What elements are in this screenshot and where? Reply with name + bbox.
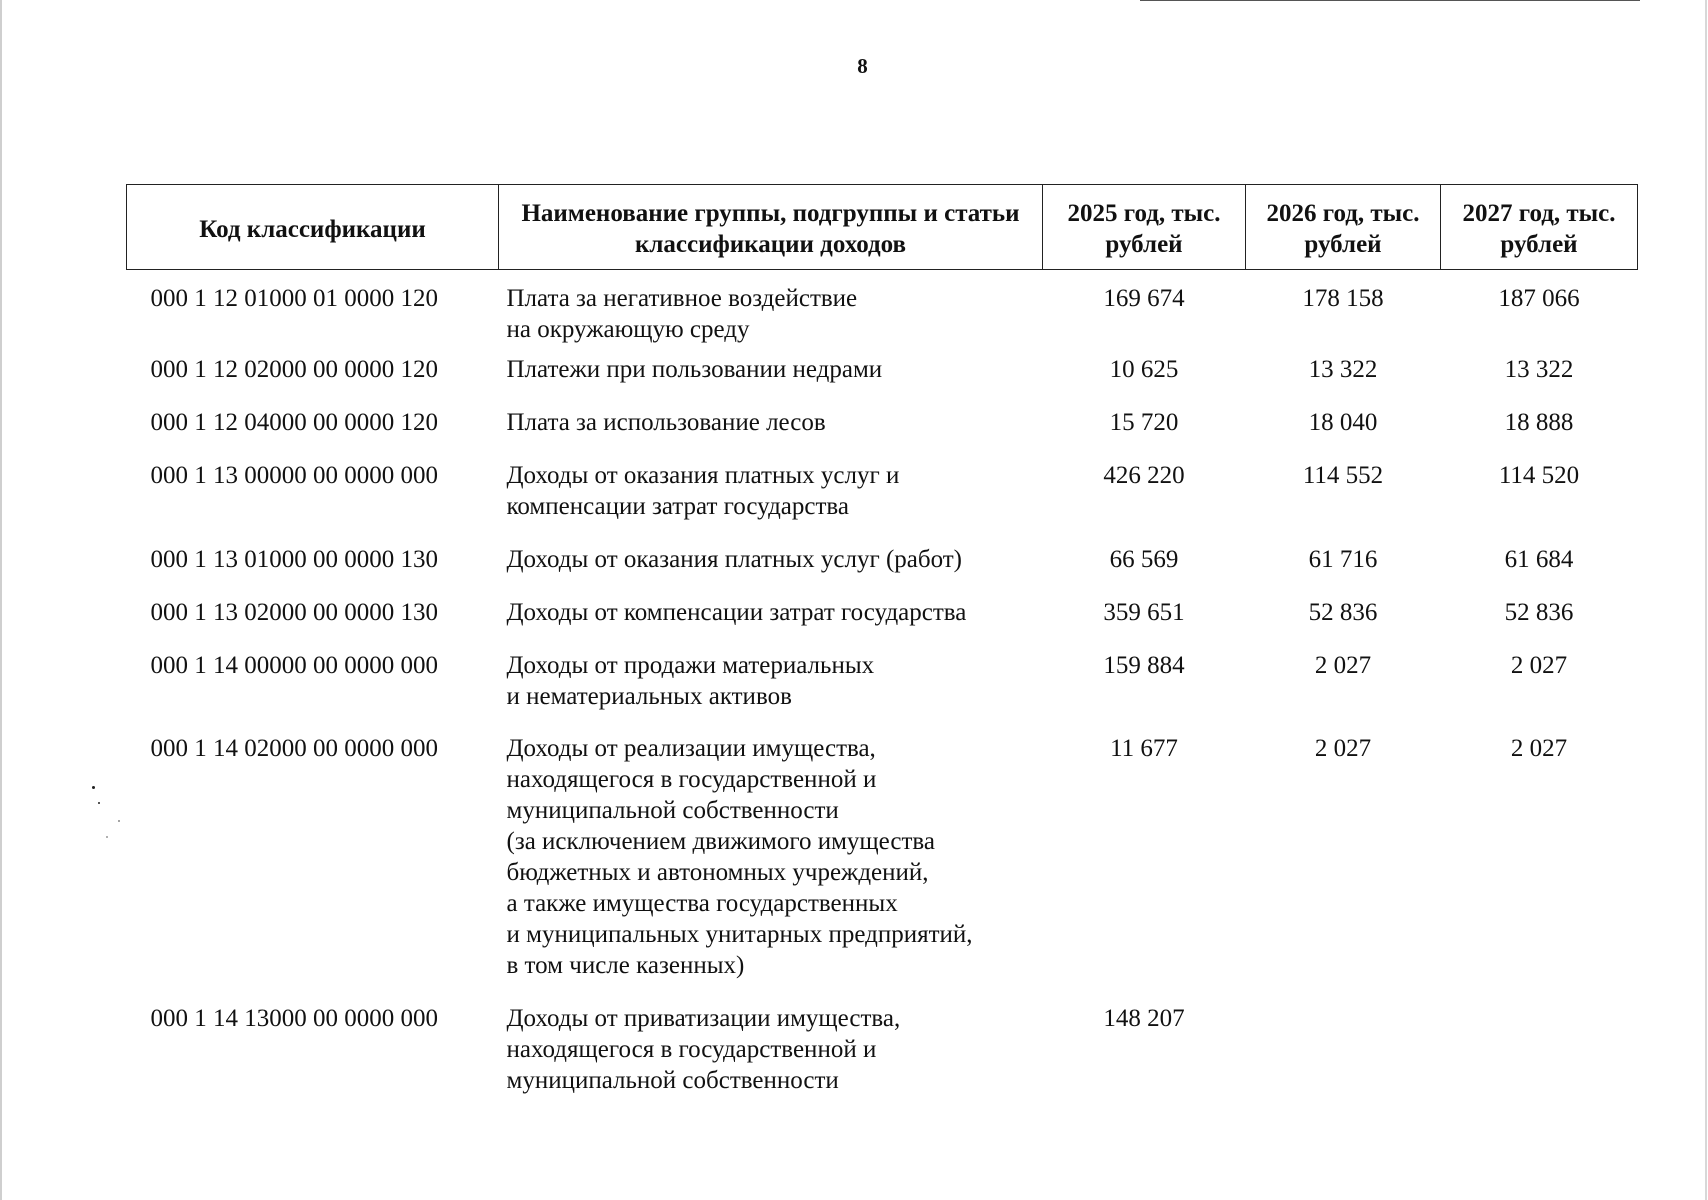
- cell-code: 000 1 13 00000 00 0000 000: [150, 461, 438, 489]
- revenue-table: [126, 184, 1638, 1103]
- cell-2026: 18 040: [1308, 408, 1378, 436]
- page-number: 8: [857, 54, 868, 78]
- cell-2025: 11 677: [1110, 734, 1178, 762]
- cell-2025: 159 884: [1103, 651, 1185, 679]
- cell-code: 000 1 14 02000 00 0000 000: [150, 734, 438, 762]
- cell-2025: 66 569: [1109, 545, 1179, 573]
- table-row: [127, 460, 1638, 544]
- cell-2027: 114 520: [1498, 461, 1580, 489]
- cell-2026: 13 322: [1308, 355, 1378, 383]
- cell-code: 000 1 14 00000 00 0000 000: [150, 651, 438, 679]
- cell-2027: 61 684: [1504, 545, 1574, 573]
- cell-name: [499, 733, 1043, 1003]
- header-code: Код классификации: [127, 185, 499, 270]
- table-row: [127, 354, 1638, 407]
- cell-name-text: Доходы от продажи материальных и нематериальных активов: [506, 651, 875, 710]
- cell-name-text: Доходы от приватизации имущества, находящегося в государственной и муниципальной собственности: [506, 1004, 901, 1094]
- cell-code: 000 1 13 01000 00 0000 130: [150, 545, 438, 573]
- table-row: [127, 270, 1638, 354]
- table-body: [127, 270, 1638, 1103]
- table-row: [127, 544, 1638, 597]
- cell-2027: 52 836: [1504, 598, 1574, 626]
- scan-edge-right: [1705, 0, 1707, 1200]
- cell-2025: 10 625: [1109, 355, 1179, 383]
- cell-2026: 178 158: [1302, 285, 1384, 312]
- cell-2026: 52 836: [1308, 598, 1378, 626]
- cell-2025: 169 674: [1103, 285, 1185, 312]
- cell-2026: 2 027: [1314, 734, 1372, 762]
- cell-code: 000 1 12 04000 00 0000 120: [150, 408, 438, 436]
- cell-2027: [1441, 1003, 1638, 1103]
- cell-name-text: Доходы от реализации имущества, находящегося в государственной и муниципальной собственности (за исключением движимого имущества бюджетных и автономных учреждений, а также имущества государственных и муниципальных унитарных предприятий, в том числе казенных): [506, 734, 973, 979]
- cell-code: 000 1 12 01000 01 0000 120: [150, 285, 438, 312]
- table-row: [127, 1003, 1638, 1103]
- cell-2026: 61 716: [1308, 545, 1378, 573]
- cell-2025: 426 220: [1103, 461, 1185, 489]
- cell-name: [499, 1003, 1043, 1103]
- cell-code: 000 1 13 02000 00 0000 130: [150, 598, 438, 626]
- cell-2026: 2 027: [1314, 651, 1372, 679]
- cell-2026: 114 552: [1302, 461, 1384, 489]
- cell-name: [499, 270, 1043, 354]
- cell-name: [499, 544, 1043, 597]
- cell-name-text: Плата за негативное воздействие на окружающую среду: [506, 285, 858, 343]
- table-row: [127, 650, 1638, 733]
- scan-edge-left: [0, 0, 2, 1200]
- header-2026: 2026 год, тыс. рублей: [1246, 185, 1441, 270]
- cell-name-text: Доходы от оказания платных услуг (работ): [506, 545, 963, 573]
- cell-name-text: Доходы от компенсации затрат государства: [506, 598, 967, 626]
- cell-2025: 359 651: [1103, 598, 1185, 626]
- table-row: [127, 407, 1638, 460]
- cell-name: [499, 460, 1043, 544]
- cell-2027: 13 322: [1504, 355, 1574, 383]
- cell-name: [499, 597, 1043, 650]
- cell-name-text: Плата за использование лесов: [506, 408, 826, 436]
- cell-2027: 2 027: [1510, 734, 1568, 762]
- cell-2025: 15 720: [1109, 408, 1179, 436]
- cell-name-text: Доходы от оказания платных услуг и компенсации затрат государства: [506, 461, 900, 520]
- cell-2026: [1246, 1003, 1441, 1103]
- table-row: [127, 733, 1638, 1003]
- header-2027: 2027 год, тыс. рублей: [1441, 185, 1638, 270]
- header-2025: 2025 год, тыс. рублей: [1043, 185, 1246, 270]
- header-row: [127, 185, 1638, 270]
- cell-2027: 2 027: [1510, 651, 1568, 679]
- cell-code: 000 1 14 13000 00 0000 000: [150, 1004, 438, 1032]
- cell-name: [499, 650, 1043, 733]
- cell-2027: 18 888: [1504, 408, 1574, 436]
- cell-2027: 187 066: [1498, 285, 1580, 312]
- cell-code: 000 1 12 02000 00 0000 120: [150, 355, 438, 383]
- cell-name: [499, 354, 1043, 407]
- table-header: [127, 185, 1638, 270]
- cell-name: [499, 407, 1043, 460]
- table-row: [127, 597, 1638, 650]
- cell-name-text: Платежи при пользовании недрами: [506, 355, 883, 383]
- scan-edge-top: [1140, 0, 1640, 1]
- cell-2025: 148 207: [1103, 1004, 1185, 1032]
- header-name: Наименование группы, подгруппы и статьи классификации доходов: [499, 185, 1043, 270]
